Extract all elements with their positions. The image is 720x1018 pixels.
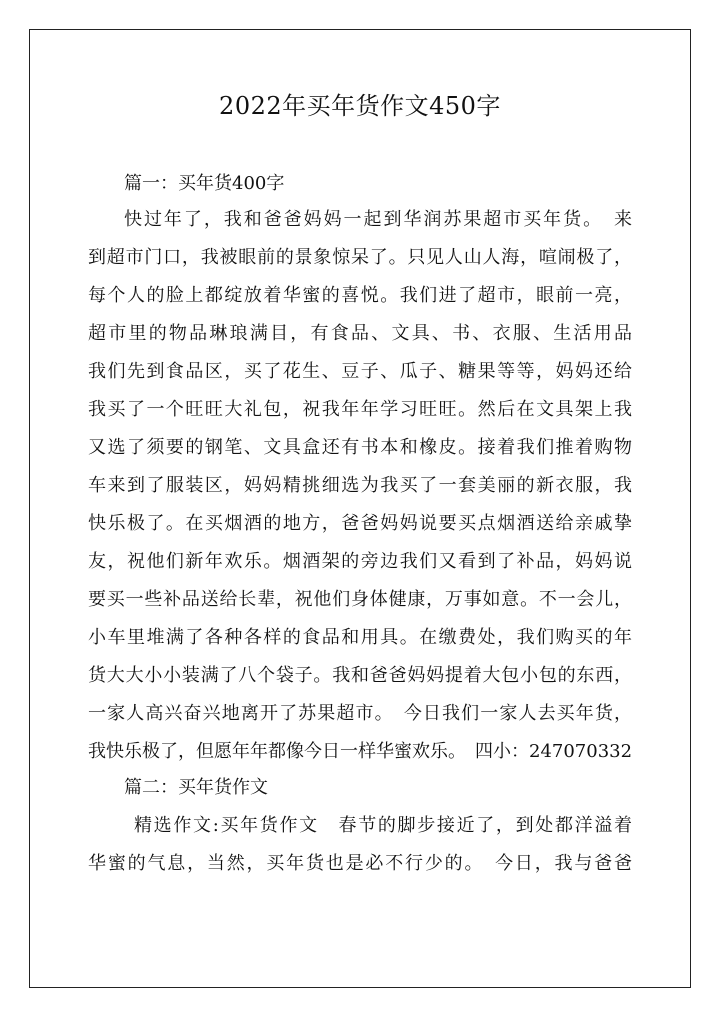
section1-line-9: 快乐极了。在买烟酒的地方，爸爸妈妈说要买点烟酒送给亲戚挚 <box>88 513 632 534</box>
section1-line-4: 超市里的物品琳琅满目，有食品、文具、书、衣服、生活用品 <box>88 323 632 344</box>
section1-line-14: 一家人高兴奋兴地离开了苏果超市。 今日我们一家人去买年货， <box>88 703 632 724</box>
section1-line-1: 快过年了，我和爸爸妈妈一起到华润苏果超市买年货。 来 <box>124 209 632 230</box>
section1-line-7: 又选了须要的钢笔、文具盒还有书本和橡皮。接着我们推着购物 <box>88 437 632 458</box>
section1-line-5: 我们先到食品区，买了花生、豆子、瓜子、糖果等等，妈妈还给 <box>88 361 632 382</box>
section1-line-2: 到超市门口，我被眼前的景象惊呆了。只见人山人海，喧闹极了， <box>88 247 632 268</box>
section1-line-13: 货大大小小装满了八个袋子。我和爸爸妈妈提着大包小包的东西， <box>88 665 632 686</box>
section2-heading: 篇二：买年货作文 <box>124 777 268 798</box>
section2-line-1: 精选作文:买年货作文 春节的脚步接近了，到处都洋溢着 <box>134 815 632 836</box>
section1-line-3: 每个人的脸上都绽放着华蜜的喜悦。我们进了超市，眼前一亮， <box>88 285 632 306</box>
section2-line-2: 华蜜的气息，当然，买年货也是必不行少的。 今日，我与爸爸 <box>88 853 632 874</box>
section1-heading: 篇一：买年货400字 <box>124 173 285 194</box>
section1-line-11: 要买一些补品送给长辈，祝他们身体健康，万事如意。不一会儿， <box>88 589 632 610</box>
section1-line-12: 小车里堆满了各种各样的食品和用具。在缴费处，我们购买的年 <box>88 627 632 648</box>
section1-line-10: 友，祝他们新年欢乐。烟酒架的旁边我们又看到了补品，妈妈说 <box>88 551 632 572</box>
document-title: 2022年买年货作文450字 <box>219 92 501 120</box>
section1-line-6: 我买了一个旺旺大礼包，祝我年年学习旺旺。然后在文具架上我 <box>88 399 632 420</box>
section1-line-15: 我快乐极了，但愿年年都像今日一样华蜜欢乐。 四小：247070332 <box>88 741 633 762</box>
section1-line-8: 车来到了服装区，妈妈精挑细选为我买了一套美丽的新衣服，我 <box>88 475 632 496</box>
